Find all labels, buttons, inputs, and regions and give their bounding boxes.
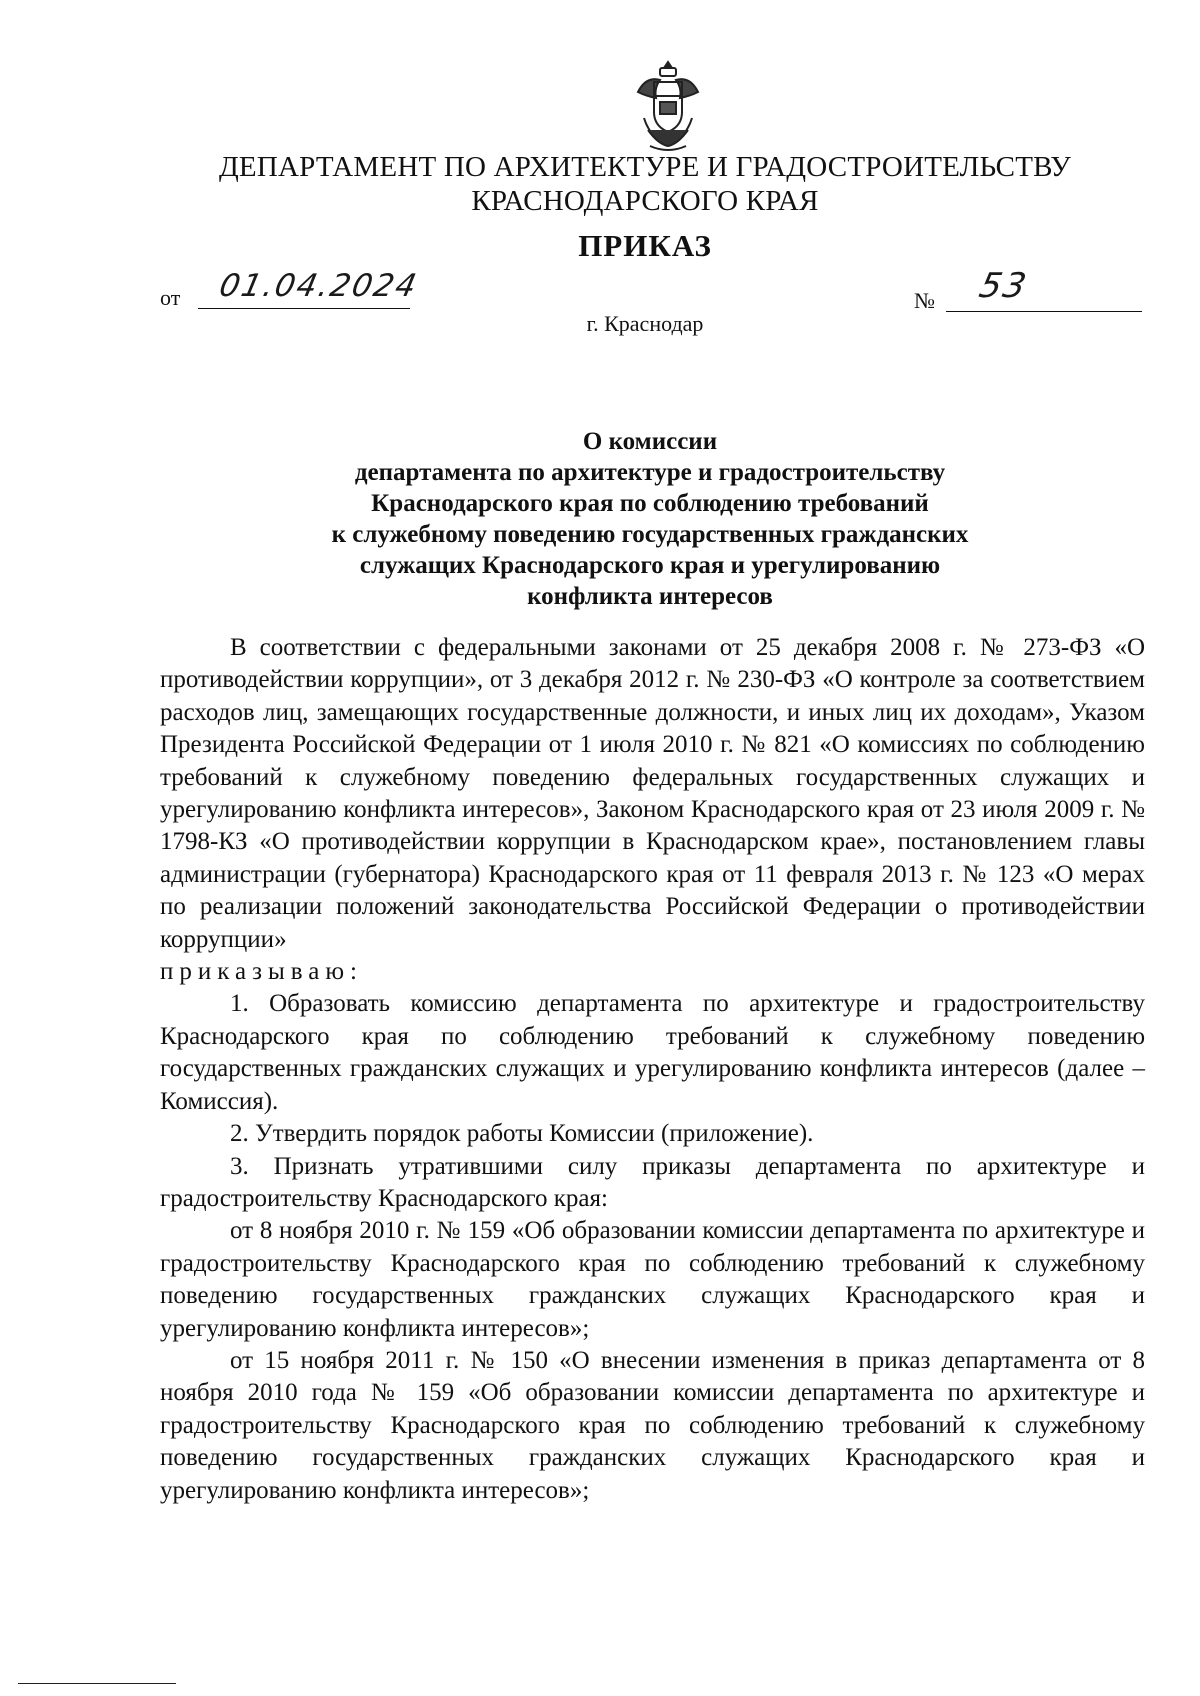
- organization-line-1: ДЕПАРТАМЕНТ ПО АРХИТЕКТУРЕ И ГРАДОСТРОИТЕЛЬСТВУ: [218, 151, 1072, 183]
- subject-line: Краснодарского края по соблюдению требований: [371, 490, 929, 517]
- organization-name: [180, 150, 1110, 218]
- handwritten-number: 53: [975, 266, 1032, 306]
- city-name: г. Краснодар: [586, 311, 704, 336]
- preamble-paragraph: В соответствии с федеральными законами от 25 декабря 2008 г. № 273-ФЗ «О противодействии коррупции», от 3 декабря 2012 г. № 230-ФЗ «О контроле за соответствием расходов лиц, замещающих государственные должности, и иных лиц их доходам», Указом Президента Российской Федерации от 1 июля 2010 г. № 821 «О комиссиях по соблюдению требований к служебному поведению федеральных государственных служащих и урегулированию конфликта интересов», Законом Краснодарского края от 23 июля 2009 г. № 1798-КЗ «О противодействии коррупции в Краснодарском крае», постановлением главы администрации (губернатора) Краснодарского края от 11 февраля 2013 г. № 123 «О мерах по реализации положений законодательства Российской Федерации о противодействии коррупции»: [160, 634, 1145, 953]
- coat-of-arms-icon: [630, 58, 706, 154]
- organization-line-2: КРАСНОДАРСКОГО КРАЯ: [471, 185, 819, 217]
- order-item: 1. Образовать комиссию департамента по архитектуре и градостроительству Краснодарского края по соблюдению требований к служебному поведению государственных гражданских служащих и урегулированию конфликта интересов (далее – Комиссия).: [160, 990, 1145, 1115]
- repealed-order-item: от 8 ноября 2010 г. № 159 «Об образовании комиссии департамента по архитектуре и градостроительству Краснодарского края по соблюдению требований к служебному поведению государственных гражданских служащих Краснодарского края и урегулированию конфликта интересов»;: [160, 1217, 1145, 1342]
- footer-rule: [18, 1683, 176, 1684]
- subject-line: конфликта интересов: [527, 583, 773, 610]
- document-body: [160, 632, 1145, 1507]
- repealed-order-item: от 15 ноября 2011 г. № 150 «О внесении изменения в приказ департамента от 8 ноября 2010 года № 159 «Об образовании комиссии департамента по архитектуре и градостроительству Краснодарского края по соблюдению требований к служебному поведению государственных гражданских служащих Краснодарского края и урегулированию конфликта интересов»;: [160, 1346, 1145, 1504]
- number-prefix: №: [914, 288, 935, 313]
- order-item: 2. Утвердить порядок работы Комиссии (приложение).: [230, 1120, 814, 1148]
- subject-line: к служебному поведению государственных гражданских: [331, 521, 969, 548]
- subject-line: служащих Краснодарского края и урегулированию: [359, 552, 941, 579]
- order-word: приказываю:: [160, 958, 363, 986]
- subject-line: департамента по архитектуре и градостроительству: [354, 459, 946, 486]
- order-item: 3. Признать утратившими силу приказы департамента по архитектуре и градостроительству Краснодарского края:: [160, 1152, 1145, 1212]
- document-type-title: ПРИКАЗ: [578, 228, 712, 263]
- handwritten-date: 01.04.2024: [216, 268, 422, 304]
- date-prefix: от: [160, 285, 181, 310]
- date-underline: [198, 308, 410, 309]
- subject-line: О комиссии: [582, 428, 718, 455]
- document-subject: [160, 426, 1140, 612]
